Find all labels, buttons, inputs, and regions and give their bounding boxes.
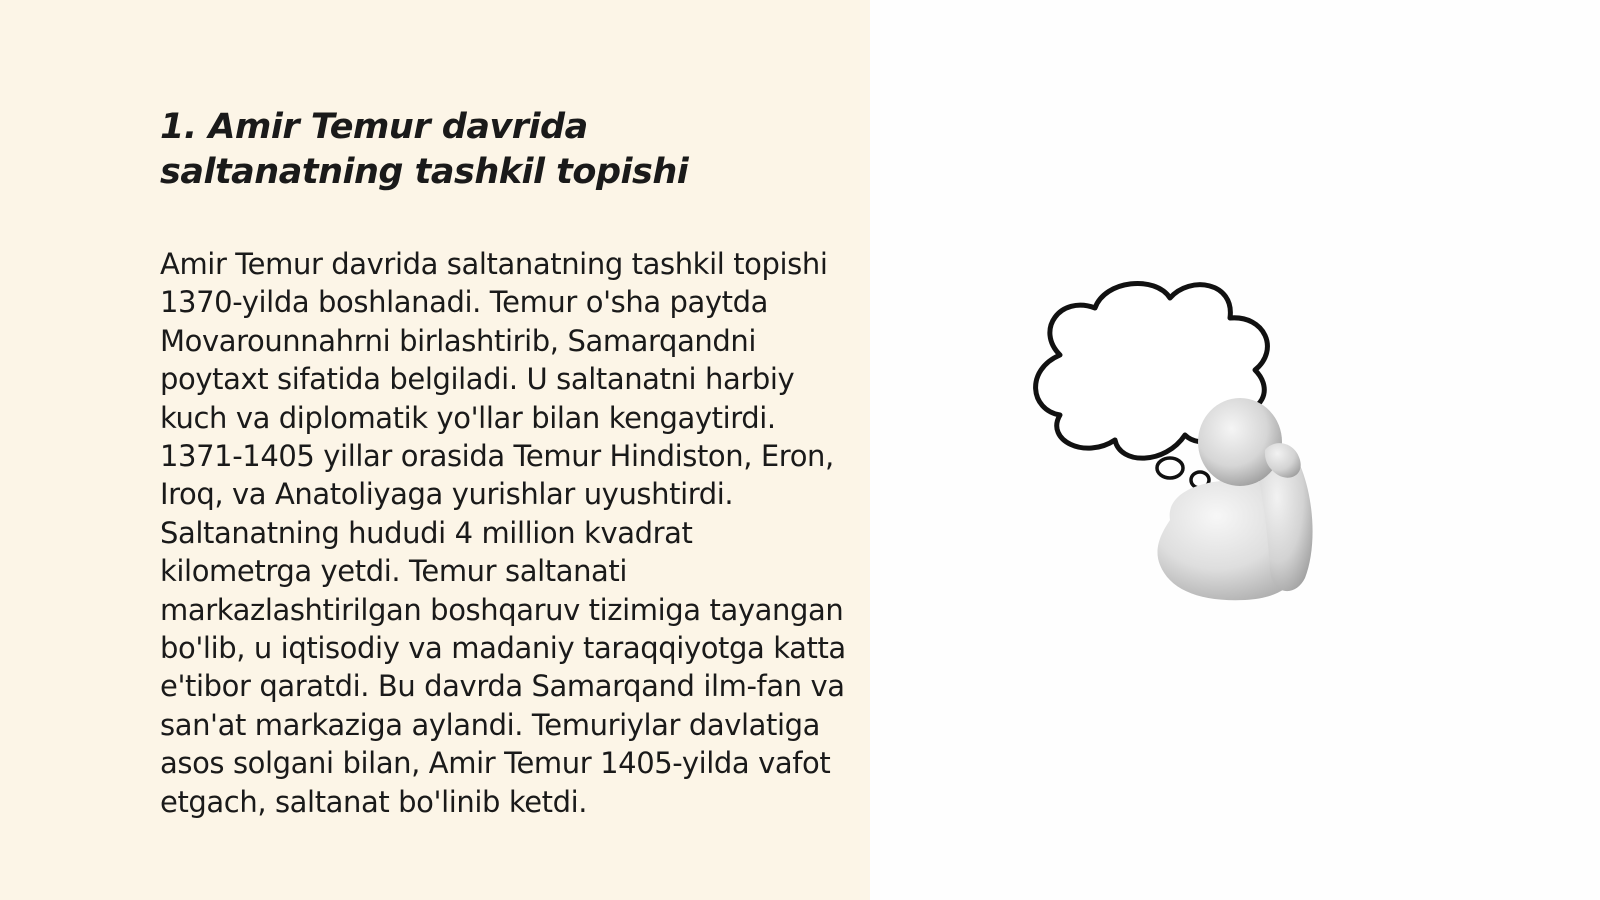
thinking-person-icon	[1020, 270, 1360, 620]
slide-title: 1. Amir Temur davrida saltanatning tashkil topishi	[160, 107, 689, 192]
figure-head	[1198, 398, 1282, 486]
thought-bubble-large	[1157, 458, 1183, 478]
slide-body-text: Amir Temur davrida saltanatning tashkil topishi 1370-yilda boshlanadi. Temur o'sha paytda Movarounnahrni birlashtirib, Samarqandni poytaxt sifatida belgiladi. U saltanatni harbiy kuch va diplomatik yo'llar bilan kengaytirdi. 1371-1405 yillar orasida Temur Hindiston, Eron, Iroq, va Anatoliyaga yurishlar uyushtirdi. Saltanatning hududi 4 million kvadrat kilometrga yetdi. Temur saltanati markazlashtirilgan boshqaruv tizimiga tayangan bo'lib, u iqtisodiy va madaniy taraqqiyotga katta e'tibor qaratdi. Bu davrda Samarqand ilm-fan va san'at markaziga aylandi. Temuriylar davlatiga asos solgani bilan, Amir Temur 1405-yilda vafot etgach, saltanat bo'linib ketdi.	[160, 247, 846, 819]
